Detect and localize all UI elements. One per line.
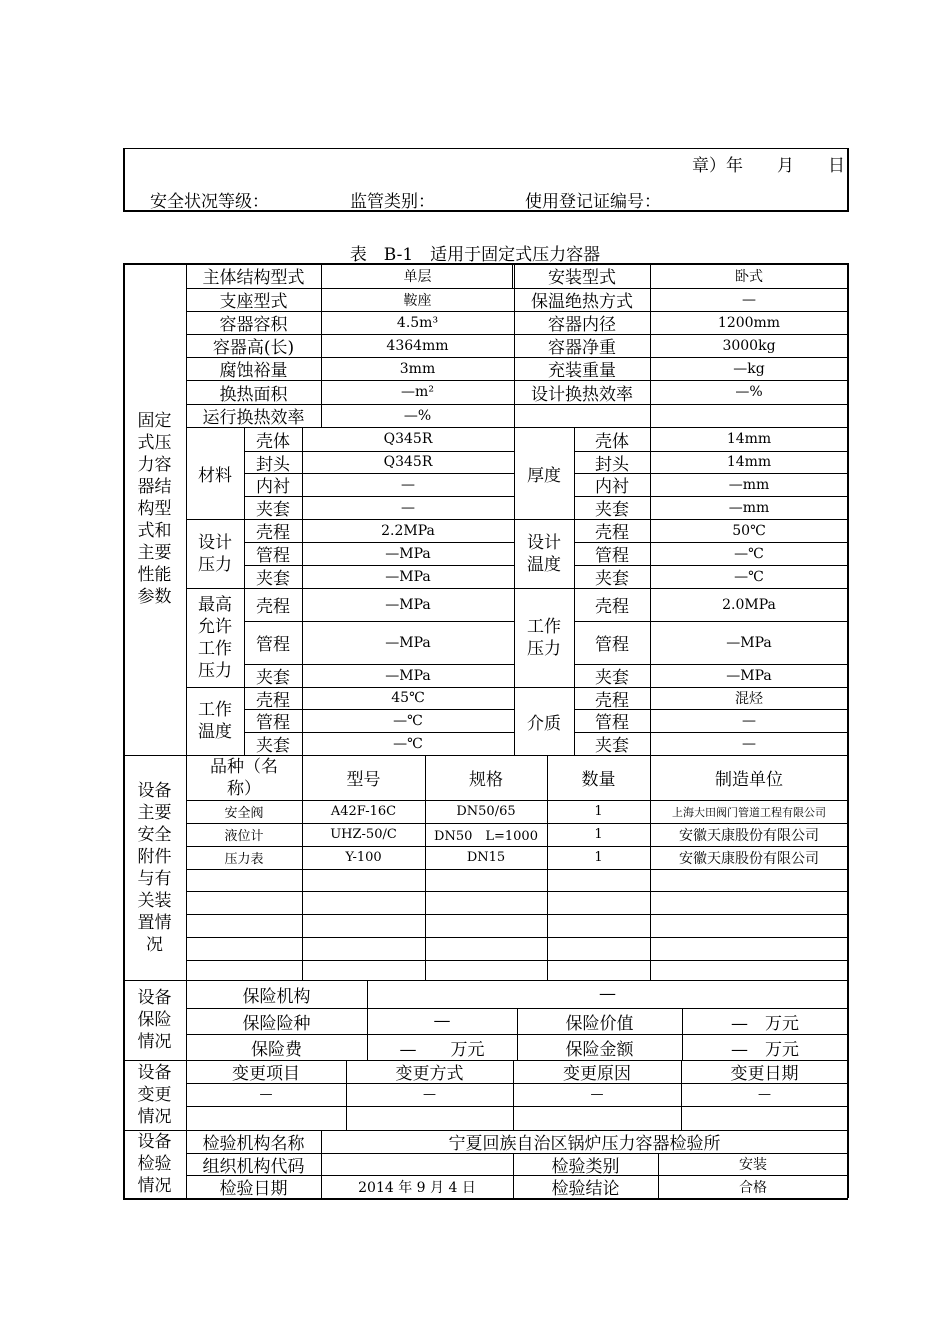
rule-v: [514, 427, 515, 519]
sub-label: 夹套: [256, 736, 290, 756]
rule-v: [574, 588, 575, 687]
rule-v: [514, 588, 515, 687]
date-line: 章）年 月 日: [692, 155, 845, 176]
premium-label: 保险费: [251, 1039, 302, 1060]
rule-h: [186, 1106, 848, 1107]
sub-value: —MPa: [726, 667, 772, 684]
accessory-cell: UHZ-50/C: [330, 827, 397, 842]
group-label: 材料: [198, 465, 232, 486]
param-value: —m²: [401, 384, 434, 400]
rule-v: [346, 1060, 347, 1130]
rule-v: [321, 404, 322, 427]
param-value: 单层: [403, 268, 432, 285]
sub-value: —℃: [734, 568, 764, 585]
rule-v: [513, 1153, 514, 1198]
sub-value: —℃: [393, 712, 423, 729]
group-label: 设计 温度: [527, 532, 561, 575]
rule-v: [650, 357, 651, 380]
sub-label: 内衬: [256, 477, 290, 497]
accessory-cell: 1: [594, 804, 603, 819]
rule-h: [186, 937, 848, 938]
change-header: 变更日期: [730, 1064, 799, 1084]
sub-value: —MPa: [385, 634, 431, 651]
insured-value-value: — 万元: [731, 1013, 799, 1034]
rule-v: [512, 263, 513, 288]
table-title: 表 B-1 适用于固定式压力容器: [349, 244, 601, 265]
param-value: 1200mm: [717, 314, 781, 331]
sub-value: —MPa: [385, 568, 431, 585]
sub-value: —: [742, 735, 756, 752]
sub-value: 14mm: [726, 431, 772, 447]
sub-label: 管程: [256, 635, 290, 655]
rule-v: [514, 404, 515, 427]
sub-label: 壳程: [595, 597, 629, 617]
accessory-cell: 液位计: [224, 829, 264, 844]
rule-h: [186, 1175, 848, 1176]
inspection-org-value: 宁夏回族自治区锅炉压力容器检验所: [448, 1134, 721, 1154]
rule-h: [186, 1153, 848, 1154]
param-label: 腐蚀裕量: [219, 361, 288, 381]
accessory-cell: A42F-16C: [330, 804, 397, 819]
param-value: 3mm: [399, 360, 436, 377]
param-label: 充装重量: [548, 361, 616, 381]
sub-label: 壳体: [256, 431, 290, 452]
rule-h: [186, 960, 848, 961]
group-label: 工作 压力: [527, 616, 561, 659]
insurance-type-value: —: [433, 1011, 451, 1031]
section5-title: 设备 检验 情况: [137, 1132, 172, 1196]
rule-v: [650, 263, 651, 288]
insurer-value: —: [599, 984, 616, 1004]
change-cell: —: [590, 1087, 604, 1102]
group-label: 介质: [527, 713, 561, 734]
sub-value: Q345R: [383, 431, 433, 447]
change-header: 变更原因: [563, 1064, 631, 1084]
rule-v: [650, 404, 651, 427]
accessory-cell: 安徽天康股份有限公司: [679, 850, 819, 867]
rule-v: [321, 380, 322, 404]
accessory-cell: 1: [594, 827, 603, 842]
sub-label: 管程: [595, 713, 629, 733]
group-label: 设计 压力: [198, 532, 232, 575]
sub-value: —mm: [728, 476, 770, 493]
inspection-category-label: 检验类别: [551, 1156, 620, 1177]
param-label: 容器内径: [548, 315, 616, 335]
accessory-header: 品种（名 称）: [210, 756, 278, 799]
sub-value: 2.0MPa: [722, 596, 776, 613]
sub-label: 壳程: [256, 523, 290, 543]
accessory-cell: 压力表: [224, 852, 264, 867]
rule-v: [244, 588, 245, 687]
param-label: 保温绝热方式: [531, 292, 633, 312]
accessory-cell: DN15: [466, 850, 506, 865]
rule-v: [681, 1060, 682, 1130]
rule-v: [425, 755, 426, 980]
param-label: 运行换热效率: [202, 408, 305, 428]
rule-v: [517, 1008, 518, 1060]
rule-v: [650, 588, 651, 687]
rule-v: [514, 263, 515, 288]
rule-v: [514, 311, 515, 334]
param-value: 3000kg: [722, 337, 776, 354]
rule-v: [650, 687, 651, 755]
rule-v: [650, 334, 651, 357]
rule-v: [547, 755, 548, 980]
group-label: 工作 温度: [198, 700, 232, 742]
safety-level-label: 安全状况等级：: [150, 191, 269, 212]
accessory-header: 型号: [346, 770, 381, 790]
sub-label: 壳体: [595, 431, 629, 452]
sub-value: 14mm: [726, 454, 772, 470]
section4-title: 设备 变更 情况: [137, 1063, 172, 1127]
rule-v: [321, 288, 322, 311]
accessory-cell: 1: [594, 850, 603, 865]
supervision-category-label: 监管类别：: [350, 191, 435, 212]
rule-v: [321, 263, 322, 288]
sub-label: 封头: [595, 454, 629, 475]
sub-label: 夹套: [595, 736, 629, 756]
rule-v: [574, 427, 575, 519]
rule-h: [186, 891, 848, 892]
sub-value: —MPa: [385, 545, 431, 562]
accessory-header: 规格: [469, 770, 503, 790]
sub-label: 夹套: [595, 569, 629, 589]
org-code-label: 组织机构代码: [202, 1156, 305, 1177]
rule-v: [514, 334, 515, 357]
insurer-label: 保险机构: [242, 986, 311, 1007]
sub-value: 2.2MPa: [381, 522, 435, 539]
rule-v: [321, 1130, 322, 1198]
rule-v: [321, 334, 322, 357]
accessory-cell: DN50 L=1000: [434, 829, 538, 844]
param-value: —: [742, 291, 756, 308]
sub-label: 壳程: [256, 597, 290, 617]
param-value: —%: [735, 384, 763, 400]
rule-v: [574, 519, 575, 588]
accessory-cell: DN50/65: [456, 804, 516, 819]
sub-value: 50℃: [732, 522, 766, 539]
accessory-cell: 安徽天康股份有限公司: [679, 827, 819, 844]
inspection-result-value: 合格: [739, 1179, 767, 1196]
group-label: 厚度: [527, 465, 561, 486]
accessory-cell: Y-100: [345, 850, 382, 865]
accessory-header: 制造单位: [715, 770, 783, 790]
sub-value: —MPa: [385, 596, 431, 613]
rule-h: [186, 1083, 848, 1084]
sub-value: —: [742, 712, 756, 729]
rule-v: [302, 427, 303, 519]
rule-v: [650, 427, 651, 519]
sub-value: 混烃: [735, 691, 763, 707]
rule-v: [658, 1153, 659, 1198]
rule-h: [186, 869, 848, 870]
sub-value: 45℃: [391, 690, 425, 706]
rule-v: [514, 357, 515, 380]
insured-amount-value: — 万元: [731, 1039, 799, 1060]
rule-v: [574, 687, 575, 755]
insurance-type-label: 保险险种: [242, 1013, 311, 1034]
inspection-org-label: 检验机构名称: [202, 1134, 305, 1154]
rule-v: [321, 311, 322, 334]
inspection-date-label: 检验日期: [219, 1179, 288, 1199]
sub-value: —mm: [728, 499, 770, 516]
section1-title: 固定 式压 力容 器结 构型 式和 主要 性能 参数: [137, 411, 172, 607]
param-value: [650, 404, 848, 427]
premium-value: — 万元: [399, 1039, 485, 1060]
insured-amount-label: 保险金额: [565, 1039, 634, 1060]
change-cell: —: [423, 1087, 436, 1102]
param-label: 换热面积: [219, 384, 288, 405]
org-code-value: [321, 1153, 513, 1175]
param-label: 容器容积: [219, 315, 288, 335]
sub-value: —MPa: [726, 634, 772, 651]
rule-v: [302, 755, 303, 980]
rule-v: [302, 519, 303, 588]
sub-label: 夹套: [256, 668, 290, 688]
rule-v: [650, 380, 651, 404]
group-label: 最高 允许 工作 压力: [198, 594, 232, 681]
rule-h: [186, 914, 848, 915]
param-label: 设计换热效率: [531, 384, 633, 405]
sub-label: 管程: [256, 713, 290, 733]
sub-value: —: [401, 499, 415, 516]
param-label: 安装型式: [548, 268, 616, 288]
sub-label: 夹套: [256, 569, 290, 589]
rule-v: [244, 519, 245, 588]
rule-v: [302, 588, 303, 687]
rule-v: [650, 288, 651, 311]
sub-label: 壳程: [595, 523, 629, 543]
rule-v: [650, 519, 651, 588]
param-value: 卧式: [735, 268, 763, 285]
change-cell: —: [259, 1087, 273, 1102]
sub-label: 管程: [595, 546, 629, 566]
sub-value: —MPa: [385, 667, 431, 684]
change-header: 变更方式: [395, 1064, 464, 1084]
rule-v: [321, 357, 322, 380]
param-label: 容器高(长): [212, 338, 295, 358]
rule-v: [514, 288, 515, 311]
sub-label: 夹套: [595, 500, 629, 520]
sub-label: 夹套: [256, 500, 290, 520]
rule-v: [650, 311, 651, 334]
param-value: 鞍座: [403, 292, 432, 309]
rule-v: [302, 687, 303, 755]
sub-label: 管程: [595, 635, 629, 655]
sub-label: 内衬: [595, 477, 629, 497]
sub-value: —: [401, 476, 415, 493]
rule-v: [514, 380, 515, 404]
sub-label: 管程: [256, 546, 290, 566]
sub-label: 夹套: [595, 668, 629, 688]
param-value: —kg: [733, 360, 765, 377]
param-label: 支座型式: [219, 292, 288, 312]
section2-title: 设备 主要 安全 附件 与有 关装 置情 况: [137, 780, 172, 955]
sub-value: Q345R: [383, 454, 433, 470]
accessory-header: 数量: [581, 770, 616, 790]
rule-v: [682, 1008, 683, 1060]
sub-label: 壳程: [256, 690, 290, 711]
change-header: 变更项目: [232, 1064, 300, 1084]
param-value: 4.5m³: [396, 314, 439, 331]
registration-cert-label: 使用登记证编号：: [525, 191, 661, 212]
section3-title: 设备 保险 情况: [137, 988, 172, 1052]
inspection-date-value: 2014 年 9 月 4 日: [358, 1179, 476, 1196]
sub-value: —℃: [393, 735, 423, 752]
sub-label: 封头: [256, 454, 290, 475]
rule-v: [650, 755, 651, 980]
param-value: 4364mm: [386, 337, 449, 354]
insured-value-label: 保险价值: [565, 1013, 634, 1034]
inspection-result-label: 检验结论: [551, 1179, 620, 1199]
rule-v: [513, 1060, 514, 1130]
change-cell: —: [758, 1087, 771, 1102]
sub-value: —℃: [734, 545, 764, 562]
accessory-cell: 安全阀: [224, 806, 264, 821]
param-label: 容器净重: [548, 338, 616, 358]
rule-v: [514, 687, 515, 755]
param-value: —%: [403, 407, 432, 424]
rule-v: [244, 427, 245, 519]
rule-v: [244, 687, 245, 755]
rule-v: [514, 519, 515, 588]
inspection-category-value: 安装: [739, 1157, 767, 1173]
accessory-cell: 上海大田阀门管道工程有限公司: [672, 805, 826, 819]
sub-label: 壳程: [595, 690, 629, 711]
param-label: [514, 404, 650, 427]
param-label: 主体结构型式: [202, 268, 305, 288]
rule-v: [367, 980, 368, 1060]
